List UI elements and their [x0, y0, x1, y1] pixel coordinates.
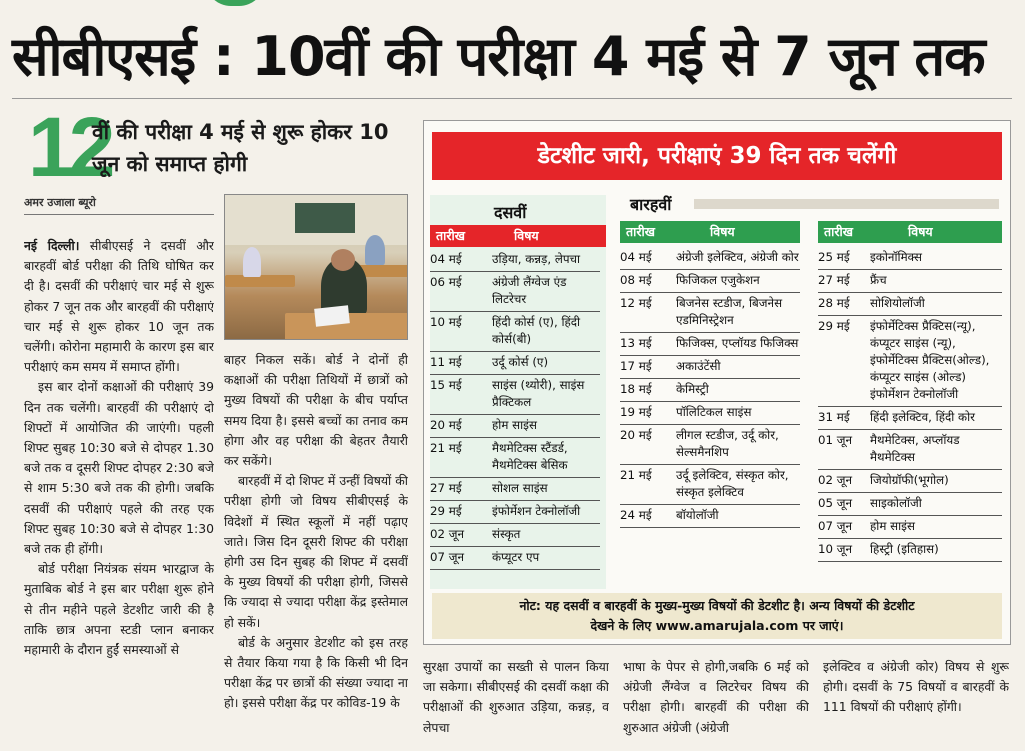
article-column-5 [823, 657, 1009, 751]
table-row [818, 493, 1002, 516]
article-column-4 [623, 657, 809, 751]
exam-subject: जियोग्रॉफी(भूगोल) [870, 473, 949, 487]
table-row [430, 272, 600, 312]
exam-date: 29 मई [430, 504, 462, 518]
exam-subject: कंप्यूटर एप [492, 550, 540, 564]
headline: सीबीएसई : 10वीं की परीक्षा 4 मई से 7 जून तक [12, 25, 985, 88]
exam-subject: सोशियोलॉजी [870, 296, 925, 310]
exam-date: 01 जून [818, 433, 853, 447]
table-row [620, 270, 800, 293]
exam-date: 08 मई [620, 273, 652, 287]
exam-subject: इकोनॉमिक्स [870, 250, 922, 264]
class10-heading: दसवीं [494, 203, 527, 222]
paragraph: इलेक्टिव व अंग्रेजी कोर) विषय से शुरू होगी। दसवीं के 75 विषयों व बारहवीं के 111 विषयों की परीक्षाएं होंगी। [823, 659, 1009, 715]
exam-subject: उर्दू इलेक्टिव, संस्कृत कोर, संस्कृत इलेक्टिव [676, 468, 789, 499]
table-row [818, 247, 1002, 270]
class10-rows [430, 249, 600, 570]
table-row [620, 465, 800, 505]
table-row [430, 501, 600, 524]
exam-subject: साइंस (थ्योरी), साइंस प्रैक्टिकल [492, 378, 585, 409]
table-row [430, 438, 600, 478]
date-column-header: तारीख [436, 228, 465, 243]
exam-date: 12 मई [620, 296, 652, 310]
exam-hall-photo [224, 194, 408, 340]
subject-column-header: विषय [710, 224, 735, 239]
exam-date: 20 मई [430, 418, 462, 432]
note-line-2: देखने के लिए www.amarujala.com पर जाएं। [590, 618, 844, 633]
paragraph-text: सीबीएसई ने दसवीं और बारहवीं बोर्ड परीक्षा की तिथि घोषित कर दी है। दसवीं की परीक्षाएं चार मई से शुरू होकर 7 जून तक और बारहवीं की परीक्षाएं चार मई से शुरू होकर 10 जून तक चलेंगी। कोरोना महामारी के कारण इस बार परीक्षाएं कम समय में समाप्त होंगी। [24, 238, 214, 375]
exam-date: 04 मई [620, 250, 652, 264]
exam-date: 11 मई [430, 355, 462, 369]
table-row [818, 430, 1002, 470]
exam-subject: हिस्ट्री (इतिहास) [870, 542, 939, 556]
table-row [620, 402, 800, 425]
paragraph: बाहर निकल सकें। बोर्ड ने दोनों ही कक्षाओं की परीक्षा तिथियों में छात्रों को मुख्य विषयों की परीक्षा के बीच पर्याप्त समय दिया है। इससे बच्चों का तनाव कम होगा और वह परीक्षा की बेहतर तैयारी कर सकेंगे। [224, 352, 408, 469]
article-column-1 [24, 236, 214, 751]
exam-date: 21 मई [430, 441, 462, 455]
datesheet-panel [423, 120, 1011, 645]
exam-date: 02 जून [430, 527, 465, 541]
exam-date: 15 मई [430, 378, 462, 392]
table-row [430, 312, 600, 352]
class12-heading: बारहवीं [630, 195, 672, 214]
table-row [818, 470, 1002, 493]
table-row [430, 478, 600, 501]
table-row [430, 352, 600, 375]
exam-date: 21 मई [620, 468, 652, 482]
date-column-header: तारीख [626, 224, 655, 239]
paragraph: भाषा के पेपर से होगी,जबकि 6 मई को अंग्रेजी लैंग्वेज व लिटरेचर विषय की परीक्षा होगी। बारहवीं की परीक्षा की शुरुआत अंग्रेजी (अंग्रेजी [623, 659, 809, 735]
exam-date: 07 जून [818, 519, 853, 533]
table-row [620, 425, 800, 465]
class12-heading-bar [694, 199, 999, 209]
date-column-header: तारीख [824, 224, 853, 239]
table-row [430, 415, 600, 438]
exam-subject: होम साइंस [870, 519, 915, 533]
exam-date: 28 मई [818, 296, 850, 310]
exam-date: 02 जून [818, 473, 853, 487]
paragraph: सुरक्षा उपायों का सख्ती से पालन किया जा सकेगा। सीबीएसई की दसवीं कक्षा की परीक्षाओं की शुरुआत उड़िया, कन्नड़, व लेपचा [423, 659, 609, 735]
exam-date: 24 मई [620, 508, 652, 522]
exam-subject: बिजनेस स्टडीज, बिजनेस एडमिनिस्ट्रेशन [676, 296, 783, 327]
exam-subject: लीगल स्टडीज, उर्दू कोर, सेल्समैनशिप [676, 428, 779, 459]
note-line-1: नोट: यह दसवीं व बारहवीं के मुख्य-मुख्य विषयों की डेटशीट है। अन्य विषयों की डेटशीट [519, 598, 915, 613]
exam-date: 19 मई [620, 405, 652, 419]
table-row [818, 407, 1002, 430]
exam-subject: अकाउंटेंसी [676, 359, 721, 373]
dateline: नई दिल्ली। [24, 238, 80, 253]
table-row [818, 270, 1002, 293]
exam-subject: हिंदी इलेक्टिव, हिंदी कोर [870, 410, 975, 424]
paragraph [24, 236, 214, 377]
subject-column-header: विषय [514, 228, 539, 243]
subhead-text: वीं की परीक्षा 4 मई से शुरू होकर 10 जून को समाप्त होगी [92, 120, 389, 176]
byline-rule [24, 214, 214, 215]
exam-date: 27 मई [430, 481, 462, 495]
article-column-3 [423, 657, 609, 751]
exam-subject: इंफोर्मेटिक्स प्रैक्टिस(न्यू), कंप्यूटर साइंस (न्यू), इंफोर्मेटिक्स प्रैक्टिस(ओल्ड), कंप्यूटर साइंस (ओल्ड) इंफोर्मेशन टेक्नोलॉजी [870, 319, 990, 401]
datesheet-note [432, 593, 1002, 639]
table-row [620, 293, 800, 333]
exam-date: 13 मई [620, 336, 652, 350]
exam-subject: मैथमेटिक्स, अप्लॉयड मैथमेटिक्स [870, 433, 960, 464]
exam-date: 31 मई [818, 410, 850, 424]
table-row [620, 505, 800, 528]
exam-subject: अंग्रेजी लैंग्वेज एंड लिटरेचर [492, 275, 567, 306]
table-row [620, 333, 800, 356]
table-row [430, 375, 600, 415]
exam-subject: इंफोर्मेशन टेक्नोलॉजी [492, 504, 581, 518]
exam-date: 18 मई [620, 382, 652, 396]
exam-date: 04 मई [430, 252, 462, 266]
table-row [430, 524, 600, 547]
table-row [430, 547, 600, 570]
exam-subject: हिंदी कोर्स (ए), हिंदी कोर्स(बी) [492, 315, 581, 346]
exam-date: 10 जून [818, 542, 853, 556]
exam-subject: केमिस्ट्री [676, 382, 709, 396]
headline-rule [12, 98, 1012, 99]
exam-subject: साइकोलॉजी [870, 496, 922, 510]
exam-subject: बॉयोलॉजी [676, 508, 719, 522]
exam-date: 17 मई [620, 359, 652, 373]
exam-date: 10 मई [430, 315, 462, 329]
byline: अमर उजाला ब्यूरो [24, 196, 96, 209]
exam-subject: होम साइंस [492, 418, 537, 432]
table-row [430, 249, 600, 272]
exam-subject: सोशल साइंस [492, 481, 548, 495]
table-row [620, 247, 800, 270]
class10-table-header [430, 225, 606, 247]
exam-subject: पॉलिटिकल साइंस [676, 405, 752, 419]
class12-table-header-b [818, 221, 1002, 243]
exam-date: 27 मई [818, 273, 850, 287]
class12-rows-b [818, 247, 1002, 562]
exam-date: 29 मई [818, 319, 850, 333]
exam-date: 25 मई [818, 250, 850, 264]
class12-table-header-a [620, 221, 800, 243]
table-row [818, 316, 1002, 407]
exam-subject: अंग्रेजी इलेक्टिव, अंग्रेजी कोर [676, 250, 799, 264]
exam-date: 06 मई [430, 275, 462, 289]
exam-subject: फिजिक्स, एप्लॉयड फिजिक्स [676, 336, 799, 350]
table-row [620, 379, 800, 402]
logo-arc [205, 0, 265, 6]
exam-date: 05 जून [818, 496, 853, 510]
paragraph: बोर्ड परीक्षा नियंत्रक संयम भारद्वाज के मुताबिक बोर्ड ने इस बार परीक्षा शुरू होने से तीन महीने पहले डेटशीट जारी की है ताकि छात्र अपना स्टडी प्लान बनाकर महामारी के दौरान हुईं समस्याओं से [24, 561, 214, 658]
exam-date: 20 मई [620, 428, 652, 442]
article-column-2 [224, 350, 408, 751]
class12-rows-a [620, 247, 800, 528]
exam-subject: फ्रैंच [870, 273, 887, 287]
paragraph: बारहवीं में दो शिफ्ट में उन्हीं विषयों की परीक्षा होगी जो विषय सीबीएसई के विदेशों में स्थित स्कूलों में नहीं पढ़ाए जाते। जिस दिन दूसरी शिफ्ट की परीक्षा होगी उस दिन सुबह की शिफ्ट में दसवीं के मुख्य विषयों की परीक्षा होगी, जिससे कि ज्यादा से ज्यादा परीक्षा केंद्र इस्तेमाल हो सकें। [224, 473, 408, 630]
subject-column-header: विषय [908, 224, 933, 239]
exam-subject: फिजिकल एजुकेशन [676, 273, 760, 287]
exam-subject: उर्दू कोर्स (ए) [492, 355, 549, 369]
table-row [818, 293, 1002, 316]
exam-subject: संस्कृत [492, 527, 521, 541]
table-row [818, 516, 1002, 539]
paragraph: इस बार दोनों कक्षाओं की परीक्षाएं 39 दिन तक चलेंगी। बारहवीं की परीक्षाएं दो शिफ्टों में आयोजित की जाएंगी। पहली शिफ्ट सुबह 10:30 बजे से दोपहर 1.30 बजे तक व दूसरी शिफ्ट दोपहर 2:30 बजे से शाम 5:30 बजे तक की होगी। जबकि दसवीं की परीक्षाएं पहले की तरह एक शिफ्ट सुबह 10:30 बजे से दोपहर 1:30 बजे तक ही होंगी। [24, 379, 214, 557]
exam-subject: उड़िया, कन्नड़, लेपचा [492, 252, 581, 266]
exam-date: 07 जून [430, 550, 465, 564]
table-row [620, 356, 800, 379]
exam-subject: मैथमेटिक्स स्टैंडर्ड, मैथमेटिक्स बेसिक [492, 441, 568, 472]
datesheet-banner: डेटशीट जारी, परीक्षाएं 39 दिन तक चलेंगी [432, 132, 1002, 180]
table-row [818, 539, 1002, 562]
paragraph: बोर्ड के अनुसार डेटशीट को इस तरह से तैयार किया गया है कि किसी भी दिन परीक्षा केंद्र पर छात्रों की संख्या ज्यादा ना हो। इससे परीक्षा केंद्र पर कोविड-19 के [224, 634, 408, 711]
subhead-number: 12 [28, 100, 110, 194]
